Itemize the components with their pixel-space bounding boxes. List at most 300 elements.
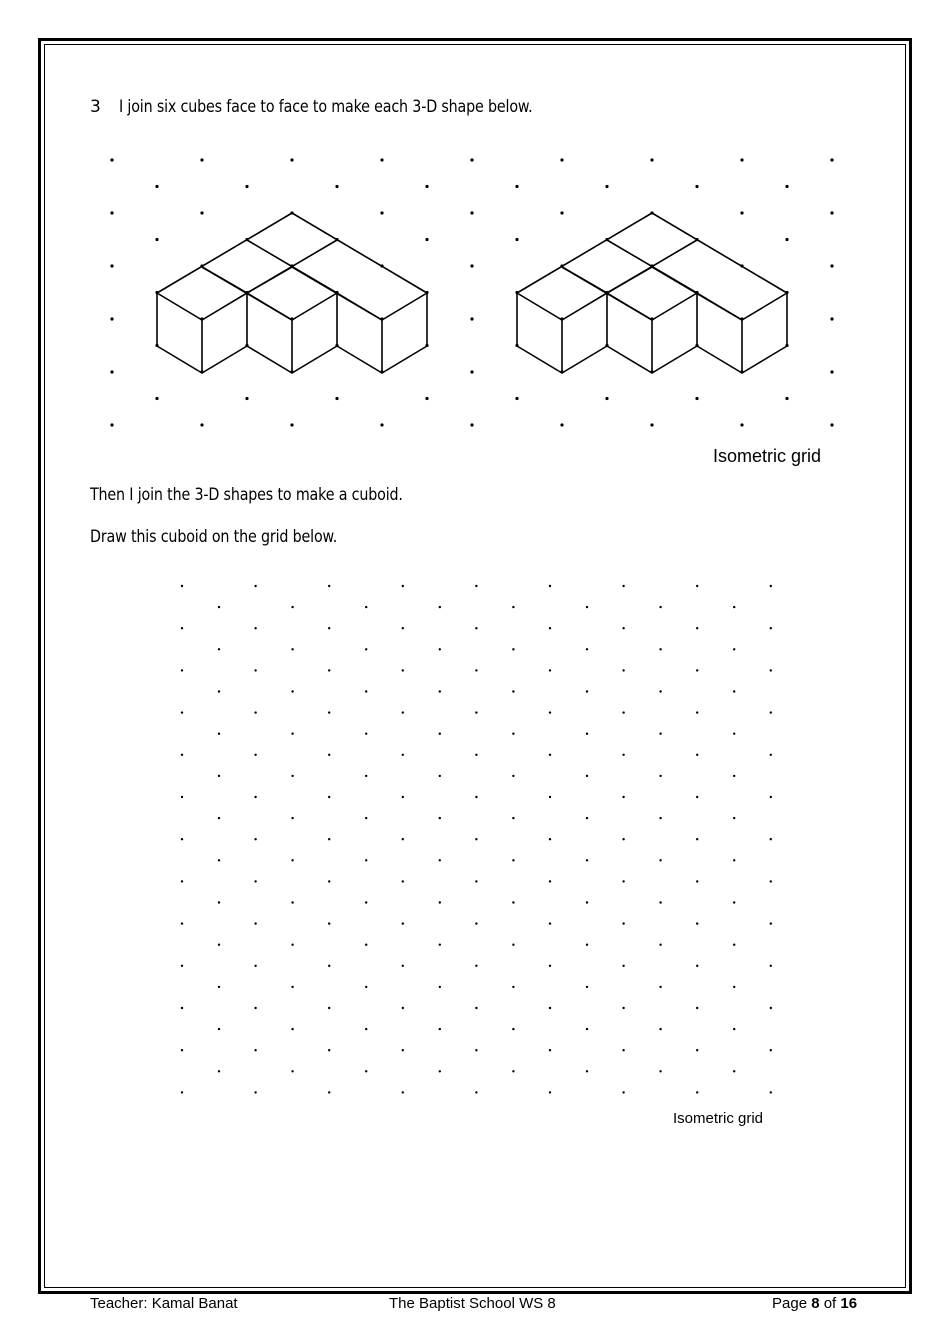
grid-dot: [785, 238, 788, 241]
grid-dot: [475, 880, 477, 882]
grid-dot: [402, 880, 404, 882]
grid-dot: [475, 1091, 477, 1093]
grid-dot: [402, 754, 404, 756]
grid-dot: [475, 922, 477, 924]
bottom-grid-label: Isometric grid: [673, 1110, 764, 1127]
grid-dot: [785, 185, 788, 188]
grid-dot: [733, 901, 735, 903]
grid-dot: [696, 754, 698, 756]
grid-dot: [328, 1091, 330, 1093]
grid-dot: [512, 690, 514, 692]
grid-dot: [549, 796, 551, 798]
grid-dot: [512, 733, 514, 735]
grid-dot: [549, 627, 551, 629]
top-isometric-dots: [110, 158, 833, 426]
grid-dot: [402, 1007, 404, 1009]
grid-dot: [695, 185, 698, 188]
cube-edge: [382, 293, 427, 373]
grid-dot: [733, 986, 735, 988]
grid-dot: [365, 944, 367, 946]
grid-dot: [515, 185, 518, 188]
grid-dot: [335, 397, 338, 400]
grid-dot: [425, 185, 428, 188]
grid-dot: [586, 901, 588, 903]
grid-dot: [586, 859, 588, 861]
grid-dot: [696, 711, 698, 713]
grid-dot: [512, 775, 514, 777]
grid-dot: [328, 796, 330, 798]
grid-dot: [586, 986, 588, 988]
grid-dot: [181, 627, 183, 629]
grid-dot: [380, 158, 383, 161]
grid-dot: [770, 754, 772, 756]
grid-dot: [291, 606, 293, 608]
grid-dot: [622, 796, 624, 798]
grid-dot: [696, 880, 698, 882]
grid-dot: [770, 838, 772, 840]
grid-dot: [181, 838, 183, 840]
grid-dot: [218, 944, 220, 946]
grid-dot: [439, 606, 441, 608]
grid-dot: [659, 901, 661, 903]
grid-dot: [110, 317, 113, 320]
grid-dot: [512, 648, 514, 650]
grid-dot: [245, 397, 248, 400]
grid-dot: [740, 158, 743, 161]
grid-dot: [181, 1007, 183, 1009]
grid-dot: [254, 796, 256, 798]
grid-dot: [254, 627, 256, 629]
grid-dot: [659, 606, 661, 608]
grid-dot: [475, 1007, 477, 1009]
grid-dot: [605, 397, 608, 400]
grid-dot: [659, 775, 661, 777]
cube-edge: [652, 293, 697, 373]
grid-dot: [218, 733, 220, 735]
grid-dot: [181, 1049, 183, 1051]
grid-dot: [328, 922, 330, 924]
grid-dot: [696, 796, 698, 798]
cube-edge: [247, 320, 292, 373]
grid-dot: [549, 1007, 551, 1009]
grid-dot: [110, 158, 113, 161]
grid-dot: [439, 817, 441, 819]
grid-dot: [439, 1028, 441, 1030]
grid-dot: [470, 317, 473, 320]
grid-dot: [586, 944, 588, 946]
grid-dot: [650, 158, 653, 161]
grid-dot: [549, 880, 551, 882]
grid-dot: [181, 754, 183, 756]
grid-dot: [622, 880, 624, 882]
grid-dot: [439, 690, 441, 692]
cube-edge: [607, 293, 652, 320]
grid-dot: [605, 185, 608, 188]
grid-dot: [218, 648, 220, 650]
grid-dot: [439, 859, 441, 861]
grid-dot: [696, 627, 698, 629]
grid-dot: [181, 711, 183, 713]
grid-dot: [549, 965, 551, 967]
grid-dot: [439, 775, 441, 777]
grid-dot: [475, 585, 477, 587]
grid-dot: [659, 986, 661, 988]
cube-edge: [157, 293, 202, 373]
grid-dot: [733, 944, 735, 946]
grid-dot: [254, 711, 256, 713]
instruction-draw: Draw this cuboid on the grid below.: [90, 527, 338, 547]
grid-dot: [155, 397, 158, 400]
grid-dot: [365, 775, 367, 777]
grid-dot: [439, 648, 441, 650]
grid-dot: [770, 1049, 772, 1051]
grid-dot: [254, 880, 256, 882]
grid-dot: [328, 627, 330, 629]
grid-dot: [475, 754, 477, 756]
grid-dot: [365, 817, 367, 819]
top-grid-label: Isometric grid: [713, 446, 822, 466]
grid-dot: [830, 264, 833, 267]
grid-dot: [365, 1028, 367, 1030]
grid-dot: [622, 1007, 624, 1009]
grid-dot: [254, 965, 256, 967]
grid-dot: [733, 648, 735, 650]
grid-dot: [586, 733, 588, 735]
grid-dot: [439, 944, 441, 946]
grid-dot: [328, 585, 330, 587]
grid-dot: [512, 1028, 514, 1030]
grid-dot: [365, 986, 367, 988]
grid-dot: [659, 1028, 661, 1030]
grid-dot: [402, 796, 404, 798]
grid-dot: [549, 922, 551, 924]
grid-dot: [181, 669, 183, 671]
grid-dot: [470, 423, 473, 426]
grid-dot: [659, 690, 661, 692]
grid-dot: [770, 585, 772, 587]
grid-dot: [512, 1070, 514, 1072]
grid-dot: [733, 1028, 735, 1030]
grid-dot: [659, 817, 661, 819]
grid-dot: [402, 585, 404, 587]
grid-dot: [770, 627, 772, 629]
grid-dot: [830, 370, 833, 373]
grid-dot: [696, 1049, 698, 1051]
grid-dot: [291, 817, 293, 819]
grid-dot: [365, 690, 367, 692]
grid-dot: [425, 238, 428, 241]
grid-dot: [470, 370, 473, 373]
grid-dot: [549, 1049, 551, 1051]
grid-dot: [770, 711, 772, 713]
cube-edge: [337, 320, 382, 373]
grid-dot: [659, 859, 661, 861]
footer-page-current: 8: [811, 1295, 820, 1312]
grid-dot: [586, 775, 588, 777]
grid-dot: [622, 627, 624, 629]
grid-dot: [218, 1028, 220, 1030]
grid-dot: [696, 922, 698, 924]
grid-dot: [425, 397, 428, 400]
grid-dot: [515, 397, 518, 400]
grid-dot: [622, 754, 624, 756]
grid-dot: [586, 817, 588, 819]
grid-dot: [254, 922, 256, 924]
grid-dot: [512, 944, 514, 946]
grid-dot: [659, 733, 661, 735]
footer-school: The Baptist School WS 8: [389, 1295, 556, 1312]
grid-dot: [254, 1049, 256, 1051]
grid-dot: [830, 317, 833, 320]
grid-dot: [110, 423, 113, 426]
grid-dot: [770, 1007, 772, 1009]
grid-dot: [475, 796, 477, 798]
grid-dot: [740, 211, 743, 214]
grid-dot: [291, 733, 293, 735]
grid-dot: [335, 185, 338, 188]
grid-dot: [549, 1091, 551, 1093]
cube-edge: [607, 320, 652, 373]
grid-dot: [560, 211, 563, 214]
grid-dot: [365, 1070, 367, 1072]
grid-dot: [659, 944, 661, 946]
grid-dot: [402, 1049, 404, 1051]
cube-edge: [697, 320, 742, 373]
grid-dot: [328, 838, 330, 840]
grid-dot: [402, 1091, 404, 1093]
grid-dot: [254, 838, 256, 840]
grid-dot: [696, 1091, 698, 1093]
grid-dot: [470, 158, 473, 161]
bottom-isometric-dots: [181, 585, 772, 1094]
grid-dot: [200, 423, 203, 426]
grid-dot: [733, 775, 735, 777]
grid-dot: [291, 1070, 293, 1072]
question-text: I join six cubes face to face to make each 3-D shape below.: [119, 97, 533, 117]
grid-dot: [328, 711, 330, 713]
grid-dot: [733, 733, 735, 735]
grid-dot: [439, 901, 441, 903]
grid-dot: [512, 606, 514, 608]
grid-dot: [696, 585, 698, 587]
grid-dot: [475, 627, 477, 629]
grid-dot: [740, 423, 743, 426]
grid-dot: [439, 986, 441, 988]
grid-dot: [181, 1091, 183, 1093]
grid-dot: [110, 370, 113, 373]
grid-dot: [549, 711, 551, 713]
grid-dot: [650, 423, 653, 426]
grid-dot: [402, 838, 404, 840]
grid-dot: [218, 859, 220, 861]
grid-dot: [622, 1049, 624, 1051]
grid-dot: [770, 965, 772, 967]
grid-dot: [770, 669, 772, 671]
footer-page-total: 16: [840, 1295, 858, 1312]
cube-edge: [517, 293, 562, 373]
grid-dot: [200, 211, 203, 214]
grid-dot: [586, 1070, 588, 1072]
grid-dot: [254, 1007, 256, 1009]
grid-dot: [181, 585, 183, 587]
grid-dot: [549, 838, 551, 840]
grid-dot: [181, 965, 183, 967]
grid-dot: [439, 733, 441, 735]
grid-dot: [733, 859, 735, 861]
grid-dot: [328, 1007, 330, 1009]
grid-dot: [290, 423, 293, 426]
grid-dot: [733, 606, 735, 608]
grid-dot: [291, 859, 293, 861]
footer-page: [772, 1295, 857, 1312]
grid-dot: [830, 158, 833, 161]
grid-dot: [733, 817, 735, 819]
grid-dot: [218, 690, 220, 692]
grid-dot: [696, 965, 698, 967]
grid-dot: [291, 648, 293, 650]
question-number: 3: [90, 97, 101, 117]
grid-dot: [254, 754, 256, 756]
grid-dot: [328, 880, 330, 882]
grid-dot: [586, 648, 588, 650]
grid-dot: [586, 606, 588, 608]
grid-dot: [696, 669, 698, 671]
grid-dot: [402, 965, 404, 967]
grid-dot: [439, 1070, 441, 1072]
grid-dot: [402, 922, 404, 924]
grid-dot: [622, 838, 624, 840]
grid-dot: [659, 648, 661, 650]
grid-dot: [586, 1028, 588, 1030]
grid-dot: [328, 1049, 330, 1051]
cube-edge: [247, 293, 292, 320]
grid-dot: [218, 986, 220, 988]
grid-dot: [733, 690, 735, 692]
grid-dot: [218, 1070, 220, 1072]
grid-dot: [218, 775, 220, 777]
grid-dot: [475, 838, 477, 840]
grid-dot: [254, 585, 256, 587]
grid-dot: [696, 838, 698, 840]
grid-dot: [560, 158, 563, 161]
grid-dot: [622, 922, 624, 924]
grid-dot: [365, 606, 367, 608]
grid-dot: [365, 901, 367, 903]
grid-dot: [291, 901, 293, 903]
grid-dot: [770, 1091, 772, 1093]
grid-dot: [622, 965, 624, 967]
grid-dot: [254, 669, 256, 671]
grid-dot: [830, 211, 833, 214]
grid-dot: [622, 711, 624, 713]
six-cube-shape-left: [157, 213, 427, 373]
grid-dot: [515, 238, 518, 241]
footer-teacher: Teacher: Kamal Banat: [90, 1295, 238, 1312]
grid-dot: [402, 711, 404, 713]
grid-dot: [291, 690, 293, 692]
grid-dot: [659, 1070, 661, 1072]
grid-dot: [365, 733, 367, 735]
grid-dot: [365, 859, 367, 861]
cube-edge: [292, 293, 337, 373]
grid-dot: [110, 211, 113, 214]
grid-dot: [470, 264, 473, 267]
grid-dot: [622, 669, 624, 671]
grid-dot: [291, 986, 293, 988]
grid-dot: [785, 397, 788, 400]
grid-dot: [470, 211, 473, 214]
grid-dot: [475, 669, 477, 671]
grid-dot: [549, 754, 551, 756]
grid-dot: [290, 158, 293, 161]
grid-dot: [181, 796, 183, 798]
instruction-join: Then I join the 3-D shapes to make a cuboid.: [90, 485, 403, 505]
grid-dot: [512, 901, 514, 903]
grid-dot: [291, 944, 293, 946]
grid-dot: [291, 775, 293, 777]
grid-dot: [549, 585, 551, 587]
grid-dot: [365, 648, 367, 650]
grid-dot: [560, 423, 563, 426]
cube-edge: [562, 267, 607, 293]
grid-dot: [291, 1028, 293, 1030]
grid-dot: [512, 859, 514, 861]
grid-dot: [254, 1091, 256, 1093]
grid-dot: [512, 986, 514, 988]
grid-dot: [696, 1007, 698, 1009]
grid-dot: [733, 1070, 735, 1072]
grid-dot: [549, 669, 551, 671]
grid-dot: [622, 585, 624, 587]
grid-dot: [586, 690, 588, 692]
grid-dot: [328, 754, 330, 756]
cube-edge: [742, 293, 787, 373]
footer-page-prefix: Page: [772, 1295, 812, 1312]
grid-dot: [155, 185, 158, 188]
six-cube-shape-right: [517, 213, 787, 373]
grid-dot: [770, 922, 772, 924]
cube-edge: [202, 293, 247, 373]
grid-dot: [218, 817, 220, 819]
grid-dot: [402, 669, 404, 671]
footer-page-of: of: [819, 1295, 841, 1312]
grid-dot: [245, 185, 248, 188]
grid-dot: [218, 901, 220, 903]
grid-dot: [475, 711, 477, 713]
grid-dot: [475, 965, 477, 967]
grid-dot: [328, 669, 330, 671]
cube-edge: [562, 293, 607, 373]
grid-dot: [475, 1049, 477, 1051]
grid-dot: [181, 880, 183, 882]
grid-dot: [155, 238, 158, 241]
grid-dot: [328, 965, 330, 967]
grid-dot: [200, 158, 203, 161]
grid-dot: [402, 627, 404, 629]
grid-dot: [218, 606, 220, 608]
grid-dot: [181, 922, 183, 924]
grid-dot: [110, 264, 113, 267]
grid-dot: [830, 423, 833, 426]
cube-edge: [202, 267, 247, 293]
grid-dot: [380, 211, 383, 214]
grid-dot: [622, 1091, 624, 1093]
grid-dot: [770, 880, 772, 882]
grid-dot: [695, 397, 698, 400]
grid-dot: [512, 817, 514, 819]
grid-dot: [770, 796, 772, 798]
grid-dot: [380, 423, 383, 426]
